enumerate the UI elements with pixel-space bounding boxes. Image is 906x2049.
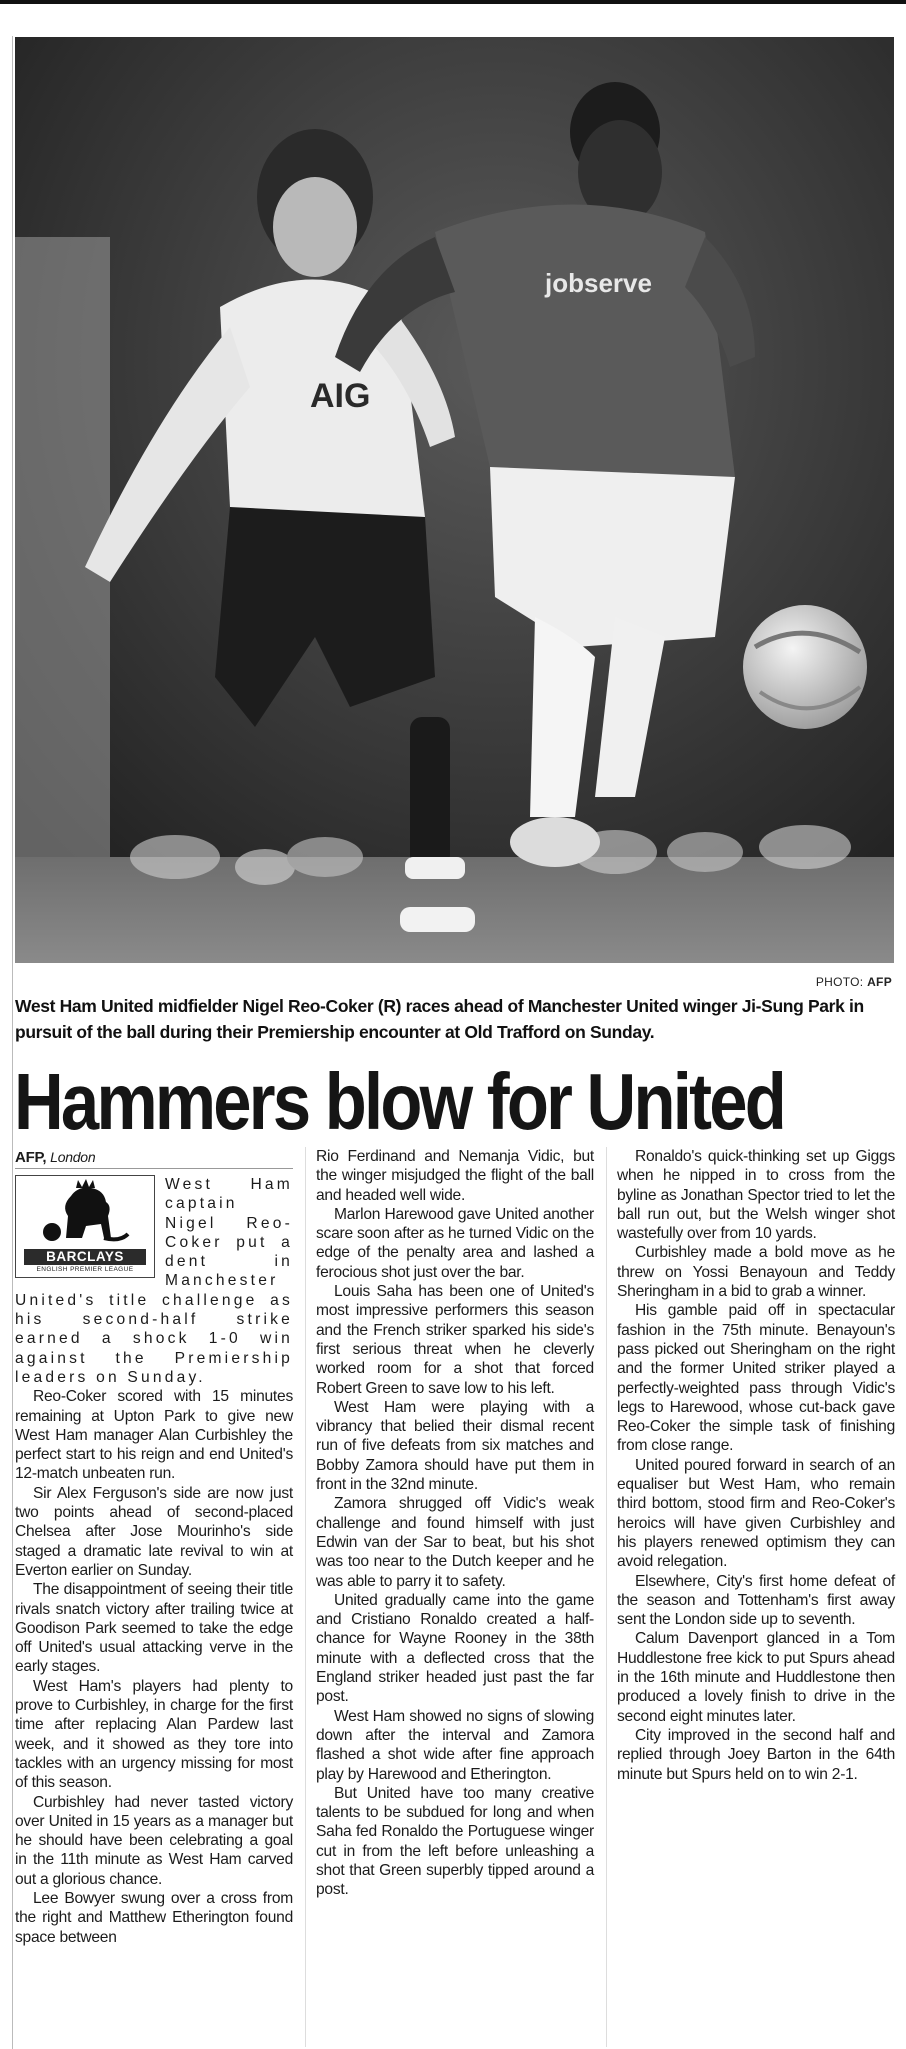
- barclays-premier-league-logo: [15, 1175, 155, 1278]
- paragraph: Rio Ferdinand and Nemanja Vidic, but the winger misjudged the flight of the ball and headed well wide.: [316, 1148, 594, 1204]
- paragraph: But United have too many creative talents to be subdued for long and when Saha fed Ronaldo the Portuguese winger cut in from the left before unleashing a shot that Green superbly tipped around a post.: [316, 1784, 594, 1899]
- photo-credit: PHOTO: AFP: [815, 975, 892, 989]
- goal-post: [15, 237, 110, 927]
- paragraph: Lee Bowyer swung over a cross from the right and Matthew Etherington found space between: [15, 1889, 293, 1946]
- paragraph: Elsewhere, City's first home defeat of the season and Tottenham's first away sent the London side up to seventh.: [617, 1572, 895, 1629]
- left-margin-rule: [12, 36, 13, 2049]
- paragraph: Sir Alex Ferguson's side are now just two points ahead of second-placed Chelsea after Jose Mourinho's side staged a dramatic late revival to win at Everton earlier on Sunday.: [15, 1484, 293, 1579]
- column-divider: [305, 1147, 306, 2047]
- paragraph: Curbishley had never tasted victory over United in 15 years as a manager but he should have been celebrating a goal in the 11th minute as West Ham carved out a glorious chance.: [15, 1793, 293, 1888]
- article-column-2: [316, 1147, 594, 1900]
- article-body: [15, 1147, 895, 2049]
- paragraph: City improved in the second half and replied through Joey Barton in the 64th minute but Spurs held on to win 2-1.: [617, 1726, 895, 1783]
- byline: AFP, London: [15, 1149, 96, 1166]
- logo-wordmark: BARCLAYS: [24, 1249, 146, 1265]
- paragraph: Louis Saha has been one of United's most impressive performers this season and the French striker sparked his side's first serious threat when he cleverly worked room for a shot that forced Robert Green to save low to his left.: [316, 1283, 594, 1397]
- paragraph: The disappointment of seeing their title rivals snatch victory after trailing twice at Goodison Park seemed to take the edge off United's usual attacking verve in the early stages.: [15, 1581, 293, 1676]
- paragraph: Zamora shrugged off Vidic's weak challenge and found himself with just Edwin van der Sar to beat, but his shot was too near to the Dutch keeper and he was able to parry it to safety.: [316, 1495, 594, 1590]
- photo-caption: West Ham United midfielder Nigel Reo-Coker (R) races ahead of Manchester United winger Ji-Sung Park in pursuit of the ball during their Premiership encounter at Old Trafford on Sunday.: [15, 996, 864, 1042]
- lion-icon: [16, 1176, 154, 1248]
- paragraph: Ronaldo's quick-thinking set up Giggs when he nipped in to cross from the byline as Jonathan Spector tried to let the ball run out, but the Welsh winger shot wastefully over from 10 yards.: [617, 1148, 895, 1243]
- paragraph: Curbishley made a bold move as he threw on Yossi Benayoun and Teddy Sheringham in a bid to grab a winner.: [617, 1244, 895, 1301]
- column-divider: [606, 1147, 607, 2047]
- paragraph: Marlon Harewood gave United another scare soon after as he turned Vidic on the edge of the penalty area and lashed a ferocious shot just over the bar.: [316, 1205, 594, 1281]
- headline: Hammers blow for United: [14, 1057, 785, 1146]
- paragraph: His gamble paid off in spectacular fashion in the 75th minute. Benayoun's pass picked out Sheringham on the right and the former United striker played a perfectly-weighted pass through Vidic's legs to Harewood, whose cut-back gave Reo-Coker the simple task of finishing from close range.: [617, 1302, 895, 1455]
- byline-rule: [15, 1168, 293, 1169]
- football: [743, 605, 867, 729]
- top-border: [0, 0, 906, 4]
- logo-league: ENGLISH PREMIER LEAGUE: [36, 1266, 134, 1273]
- paragraph: United poured forward in search of an equaliser but West Ham, who remain third bottom, stood firm and Reo-Coker's heroics will have given Curbishley and his players renewed optimism they can avoid relegation.: [617, 1456, 895, 1571]
- paragraph: West Ham were playing with a vibrancy that belied their dismal recent run of five defeats from six matches and Bobby Zamora should have put them in front in the 32nd minute.: [316, 1398, 594, 1494]
- paragraph: United gradually came into the game and Cristiano Ronaldo created a half-chance for Wayne Rooney in the 38th minute with a deflected cross that the England striker headed just past the far post.: [316, 1591, 594, 1706]
- article-column-1: [15, 1147, 293, 1947]
- paragraph: Calum Davenport glanced in a Tom Huddlestone free kick to put Spurs ahead in the 16th minute and Huddlestone then produced a lovely finish to drive in the second eight minutes later.: [617, 1630, 895, 1725]
- paragraph: Reo-Coker scored with 15 minutes remaining at Upton Park to give new West Ham manager Alan Curbishley the perfect start to his reign and end United's 12-match unbeaten run.: [15, 1388, 293, 1483]
- shorts-sponsor-text: AIG: [310, 377, 371, 415]
- paragraph: West Ham captain Nigel Reo-Coker put a dent in Manchester United's title challenge as his second-half strike earned a shock 1-0 win against the Premiership leaders on Sunday.: [15, 1176, 293, 1386]
- match-photo: [15, 37, 894, 963]
- shirt-sponsor-text: jobserve: [545, 268, 652, 298]
- paragraph: West Ham's players had plenty to prove to Curbishley, in charge for the first time after replacing Alan Pardew last week, and it showed as they tore into tackles with an urgency missing for most of this season.: [15, 1677, 293, 1792]
- paragraph: West Ham showed no signs of slowing down after the interval and Zamora flashed a shot wide after fine approach play by Harewood and Etherington.: [316, 1707, 594, 1783]
- article-column-3: [617, 1147, 895, 1784]
